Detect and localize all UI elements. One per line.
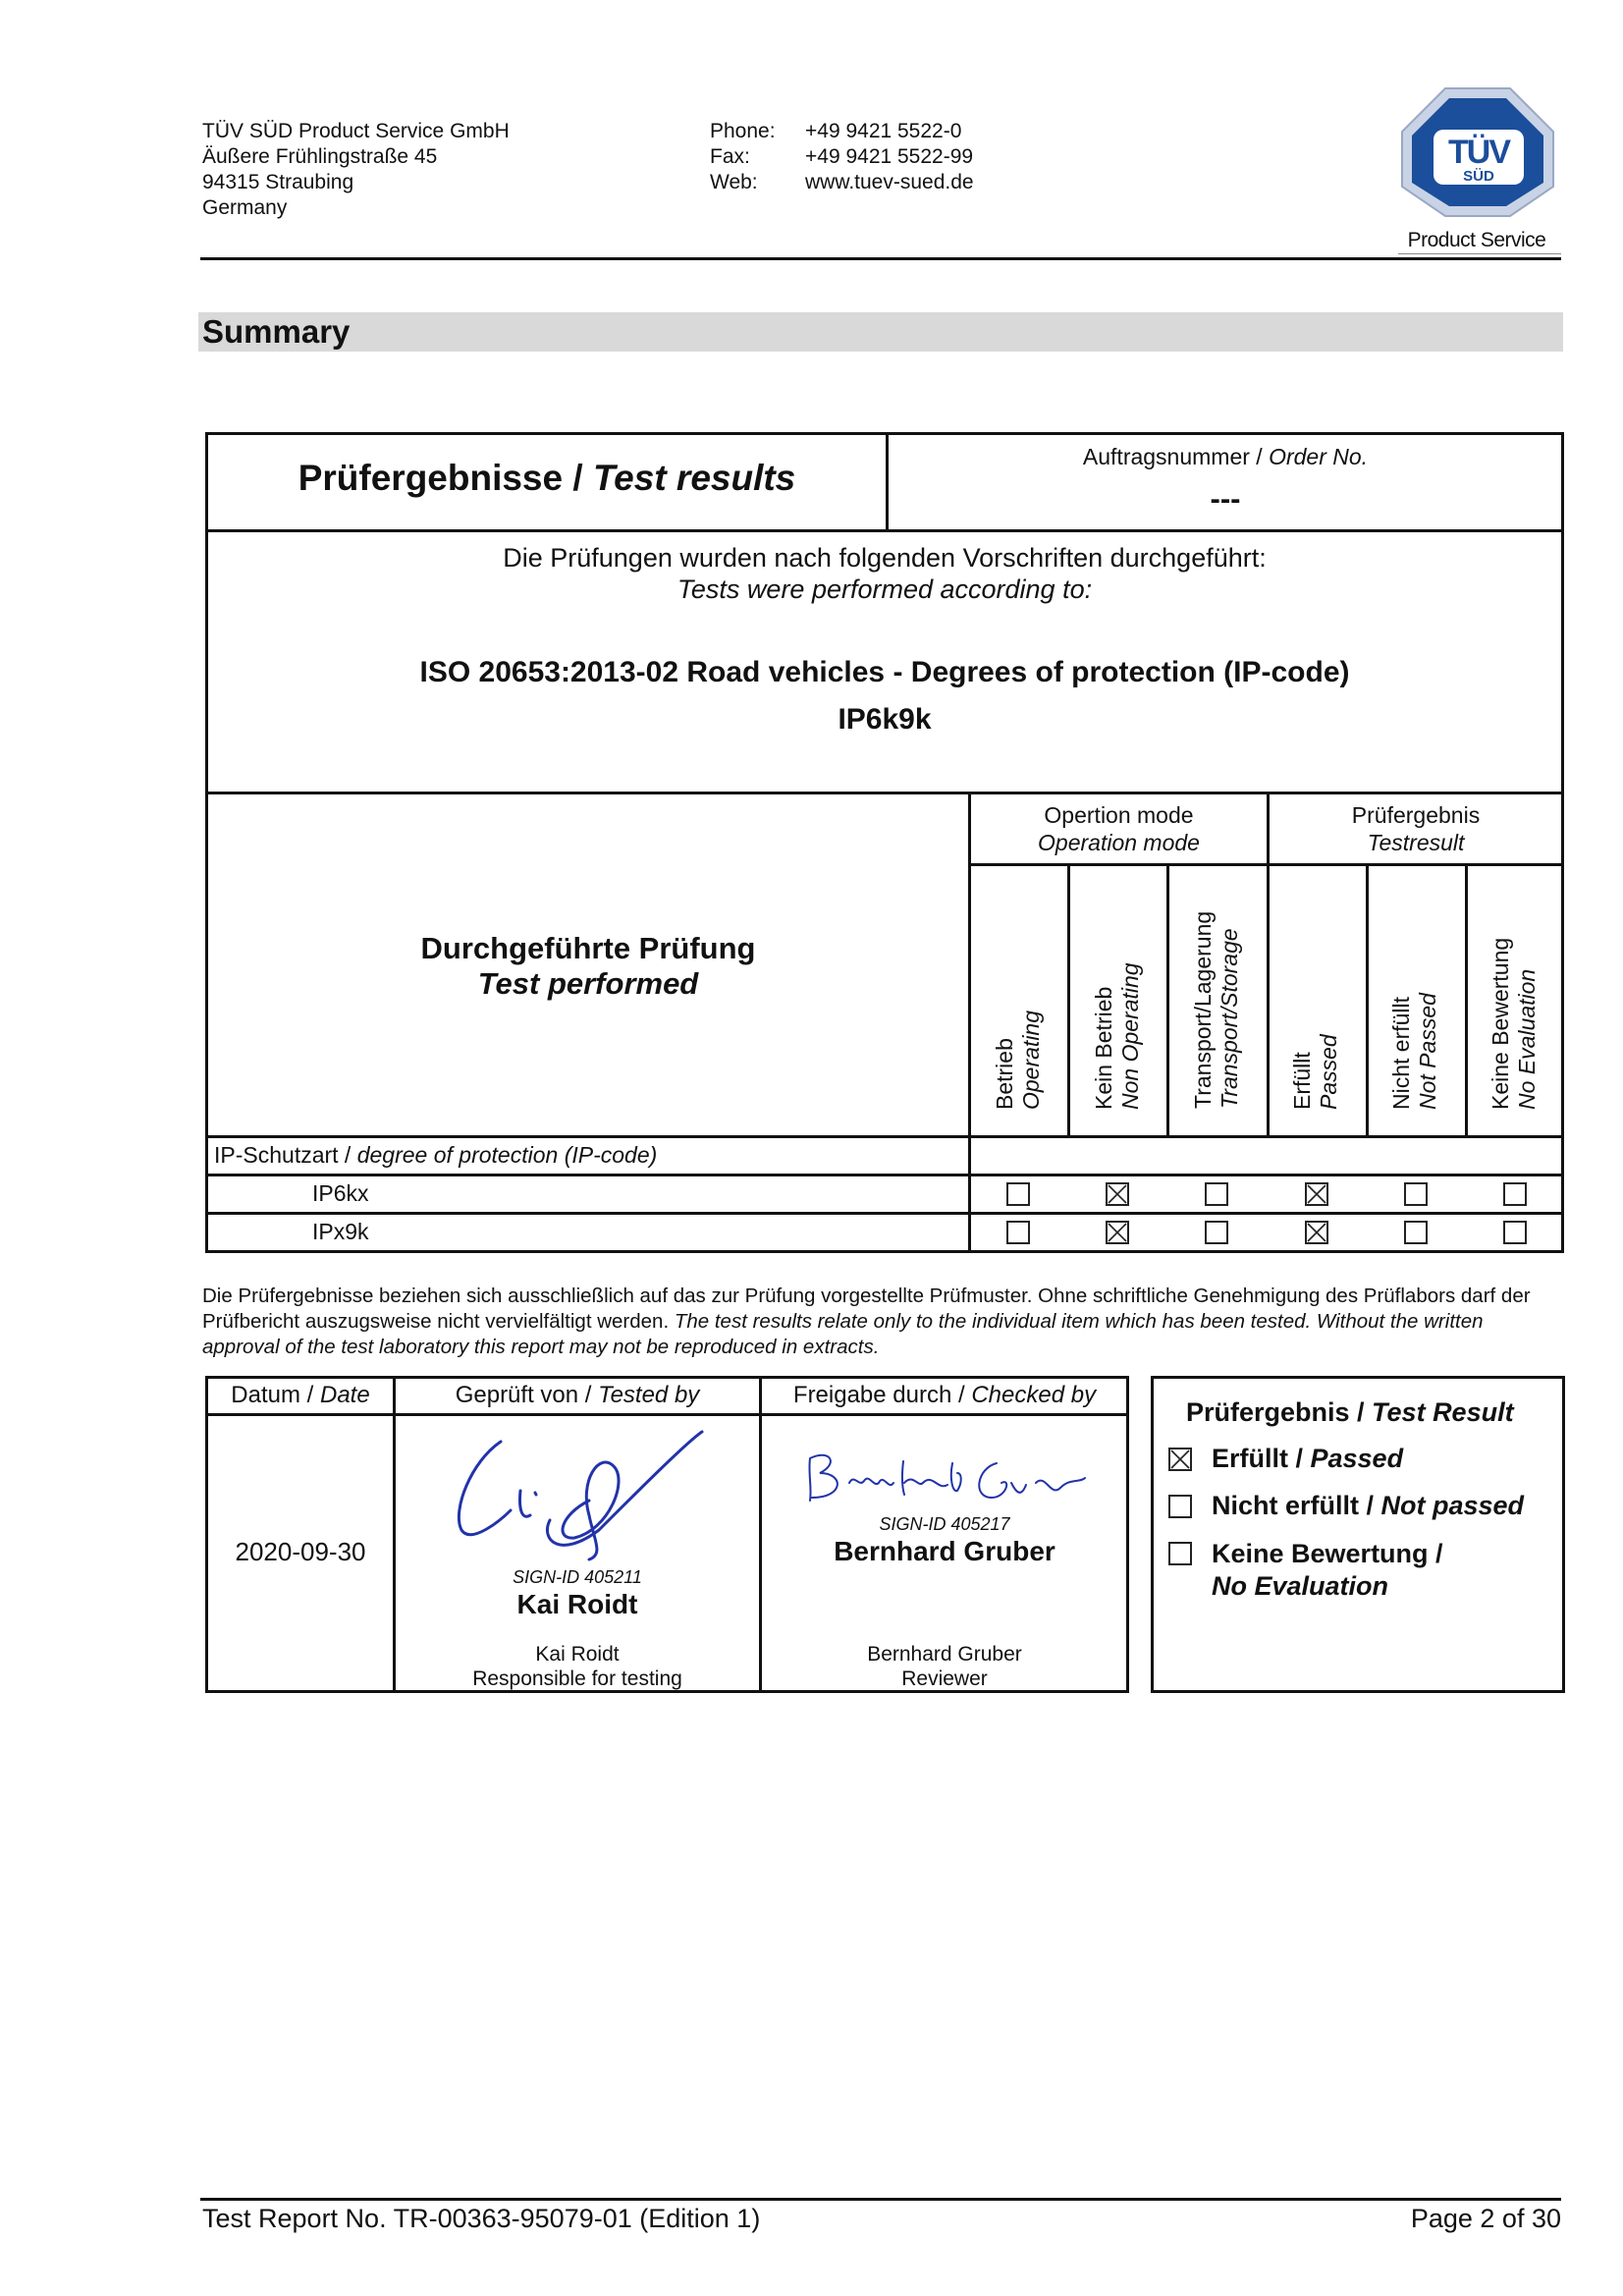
cross-icon [1307, 1184, 1326, 1204]
col-line-3 [1267, 863, 1270, 1135]
col-divider-main [968, 792, 971, 1253]
col-operating-de: Betrieb [992, 1038, 1017, 1110]
date-label-en: Date [320, 1382, 370, 1408]
tester-signature-icon [442, 1422, 717, 1569]
results-title-en: Test results [592, 458, 796, 498]
option-no-evaluation-de: Keine Bewertung / [1212, 1539, 1443, 1568]
col-storage-en: Transport/Storage [1217, 928, 1242, 1109]
cross-icon [1108, 1223, 1127, 1242]
web-value: www.tuev-sued.de [805, 171, 974, 193]
tester-print [396, 1642, 759, 1691]
order-value: --- [1210, 481, 1241, 516]
row-2-checkbox-1[interactable] [1006, 1221, 1030, 1244]
option-not-passed-de: Nicht erfüllt / [1212, 1491, 1381, 1520]
logo-sub: SÜD [1463, 168, 1494, 185]
checked-label [762, 1382, 1127, 1409]
result-box-title-de: Prüfergebnis / [1186, 1397, 1373, 1427]
test-performed-de: Durchgeführte Prüfung [420, 931, 756, 965]
mode-group-en: Operation mode [1038, 830, 1200, 855]
tester-print-name: Kai Roidt [535, 1643, 620, 1666]
date-label-de: Datum / [231, 1382, 320, 1408]
checker-sign-id: SIGN-ID 405217 [879, 1514, 1010, 1534]
footer-rule [200, 2198, 1561, 2201]
logo-caption: Product Service [1407, 229, 1546, 251]
date-label [208, 1382, 393, 1409]
col-operating-en: Operating [1018, 1010, 1044, 1110]
col-header-no-evaluation [1488, 913, 1542, 1110]
signoff-header-rule [205, 1413, 1129, 1416]
checker-name: Bernhard Gruber [834, 1536, 1055, 1566]
logo-brand: TÜV [1448, 134, 1509, 171]
result-option-no-evaluation-label [1212, 1538, 1545, 1603]
tester-sign-id: SIGN-ID 405211 [513, 1567, 642, 1587]
result-option-no-evaluation [1168, 1538, 1561, 1616]
checked-label-en: Checked by [971, 1382, 1097, 1408]
ip-code: IP6k9k [838, 703, 932, 736]
checkbox-no-evaluation[interactable] [1168, 1542, 1192, 1565]
company-city: 94315 Straubing [202, 171, 354, 193]
col-not-passed-en: Not Passed [1415, 993, 1440, 1110]
option-passed-en: Passed [1310, 1444, 1404, 1473]
company-name: TÜV SÜD Product Service GmbH [202, 120, 510, 142]
fax-value: +49 9421 5522-99 [805, 145, 974, 168]
col-line-1 [1067, 863, 1070, 1135]
checkbox-not-passed[interactable] [1168, 1495, 1192, 1518]
summary-heading [198, 312, 1563, 352]
mode-group-de: Opertion mode [1044, 802, 1194, 828]
row-1-checkbox-3[interactable] [1205, 1182, 1228, 1206]
summary-title: Summary [202, 313, 351, 350]
row-1-checkbox-5[interactable] [1404, 1182, 1428, 1206]
section-top-rule [205, 1135, 1564, 1138]
checker-print [762, 1642, 1127, 1691]
company-address [202, 119, 510, 221]
col-non-operating-de: Kein Betrieb [1091, 986, 1116, 1110]
checker-signature-icon [800, 1444, 1095, 1512]
cross-icon [1108, 1184, 1127, 1204]
order-label [889, 444, 1562, 470]
row-1-checkbox-6[interactable] [1503, 1182, 1527, 1206]
col-non-operating-en: Non Operating [1117, 962, 1143, 1110]
order-label-de: Auftragsnummer / [1082, 444, 1270, 469]
logo-underline [1398, 253, 1561, 254]
performed-de: Die Prüfungen wurden nach folgenden Vorschriften durchgeführt: [503, 543, 1267, 573]
row-name-ip6kx: IP6kx [312, 1180, 369, 1206]
col-line-5 [1465, 863, 1468, 1135]
col-storage-de: Transport/Lagerung [1190, 910, 1216, 1109]
result-option-passed [1168, 1444, 1561, 1491]
col-no-evaluation-en: No Evaluation [1514, 968, 1540, 1110]
tested-label [396, 1382, 759, 1409]
test-performed-en: Test performed [477, 966, 699, 1001]
section-label [214, 1142, 657, 1169]
tester-name: Kai Roidt [516, 1589, 638, 1619]
page-number: Page 2 of 30 [1410, 2204, 1561, 2233]
title-row-rule [205, 529, 1564, 532]
col-header-storage [1190, 889, 1245, 1109]
option-no-evaluation-en: No Evaluation [1212, 1571, 1389, 1601]
order-label-en: Order No. [1269, 444, 1369, 469]
contact-values [805, 119, 974, 195]
row-1-checkbox-2[interactable] [1106, 1182, 1129, 1206]
result-options [1168, 1444, 1561, 1616]
result-group-header [1270, 801, 1562, 856]
tuv-octagon-icon [1394, 84, 1561, 222]
standard-name: ISO 20653:2013-02 Road vehicles - Degrees of protection (IP-code) [419, 656, 1350, 688]
row-1-checkbox-1[interactable] [1006, 1182, 1030, 1206]
col-header-non-operating [1091, 913, 1146, 1110]
checker-role: Reviewer [901, 1667, 988, 1690]
cross-icon [1307, 1223, 1326, 1242]
mode-group-header [971, 801, 1267, 856]
row-name-ipx9k: IPx9k [312, 1219, 369, 1244]
tested-label-en: Tested by [598, 1382, 700, 1408]
result-group-en: Testresult [1367, 830, 1465, 855]
row-1-checkbox-4[interactable] [1305, 1182, 1328, 1206]
cross-icon [1170, 1449, 1190, 1469]
row1-top-rule [205, 1174, 1564, 1176]
col-no-evaluation-de: Keine Bewertung [1488, 937, 1513, 1110]
row-2-checkbox-5[interactable] [1404, 1221, 1428, 1244]
tested-label-de: Geprüft von / [455, 1382, 599, 1408]
performed-en: Tests were performed according to: [676, 574, 1093, 604]
checked-label-de: Freigabe durch / [792, 1382, 972, 1408]
option-passed-de: Erfüllt / [1212, 1444, 1311, 1473]
disclaimer-en: The test results relate only to the individual item which has been tested. Without the written approval of the test laboratory this report may not be reproduced in extracts. [202, 1310, 1484, 1358]
col-line-2 [1166, 863, 1169, 1135]
result-group-de: Prüfergebnis [1351, 802, 1481, 828]
checkbox-passed[interactable] [1168, 1448, 1192, 1471]
disclaimer [202, 1284, 1565, 1360]
result-box-title-en: Test Result [1372, 1397, 1514, 1427]
standards-rule [205, 792, 1564, 794]
tester-role: Responsible for testing [472, 1667, 682, 1690]
col-header-passed [1289, 913, 1344, 1110]
row2-top-rule [205, 1212, 1564, 1215]
result-option-not-passed-label [1212, 1491, 1524, 1521]
option-not-passed-en: Not passed [1380, 1491, 1525, 1520]
report-number: Test Report No. TR-00363-95079-01 (Edition 1) [202, 2204, 761, 2233]
tuv-logo [1394, 84, 1561, 261]
fax-label: Fax: [710, 145, 750, 168]
disclaimer-de: Die Prüfergebnisse beziehen sich ausschließlich auf das zur Prüfung vorgestellte Prüfmuster. Ohne schriftliche Genehmigung des Prüflabors darf der Prüfbericht auszugsweise nicht vervielfältigt werden. [202, 1285, 1531, 1333]
col-passed-de: Erfüllt [1289, 1052, 1315, 1110]
sign-date: 2020-09-30 [235, 1537, 366, 1566]
company-country: Germany [202, 196, 288, 219]
phone-label: Phone: [710, 120, 776, 142]
result-box-title [1186, 1397, 1514, 1428]
row-2-checkbox-6[interactable] [1503, 1221, 1527, 1244]
col-line-4 [1366, 863, 1369, 1135]
col-header-not-passed [1388, 913, 1443, 1110]
web-label: Web: [710, 171, 758, 193]
test-performed-label [208, 931, 968, 1002]
company-street: Äußere Frühlingstraße 45 [202, 145, 438, 168]
contact-labels [710, 119, 776, 195]
header-rule [200, 257, 1561, 260]
performed-text [208, 542, 1561, 605]
col-header-operating [992, 913, 1047, 1110]
result-option-not-passed [1168, 1491, 1561, 1538]
col-not-passed-de: Nicht erfüllt [1388, 996, 1414, 1110]
row-2-checkbox-2[interactable] [1106, 1221, 1129, 1244]
checker-print-name: Bernhard Gruber [867, 1643, 1022, 1666]
results-title-de: Prüfergebnisse / [298, 458, 593, 498]
result-option-passed-label [1212, 1444, 1403, 1474]
row-2-checkbox-4[interactable] [1305, 1221, 1328, 1244]
col-passed-en: Passed [1316, 1034, 1341, 1110]
section-label-de: IP-Schutzart / [214, 1142, 357, 1168]
section-label-en: degree of protection (IP-code) [356, 1142, 658, 1168]
row-2-checkbox-3[interactable] [1205, 1221, 1228, 1244]
results-title [208, 458, 886, 499]
phone-value: +49 9421 5522-0 [805, 120, 962, 142]
